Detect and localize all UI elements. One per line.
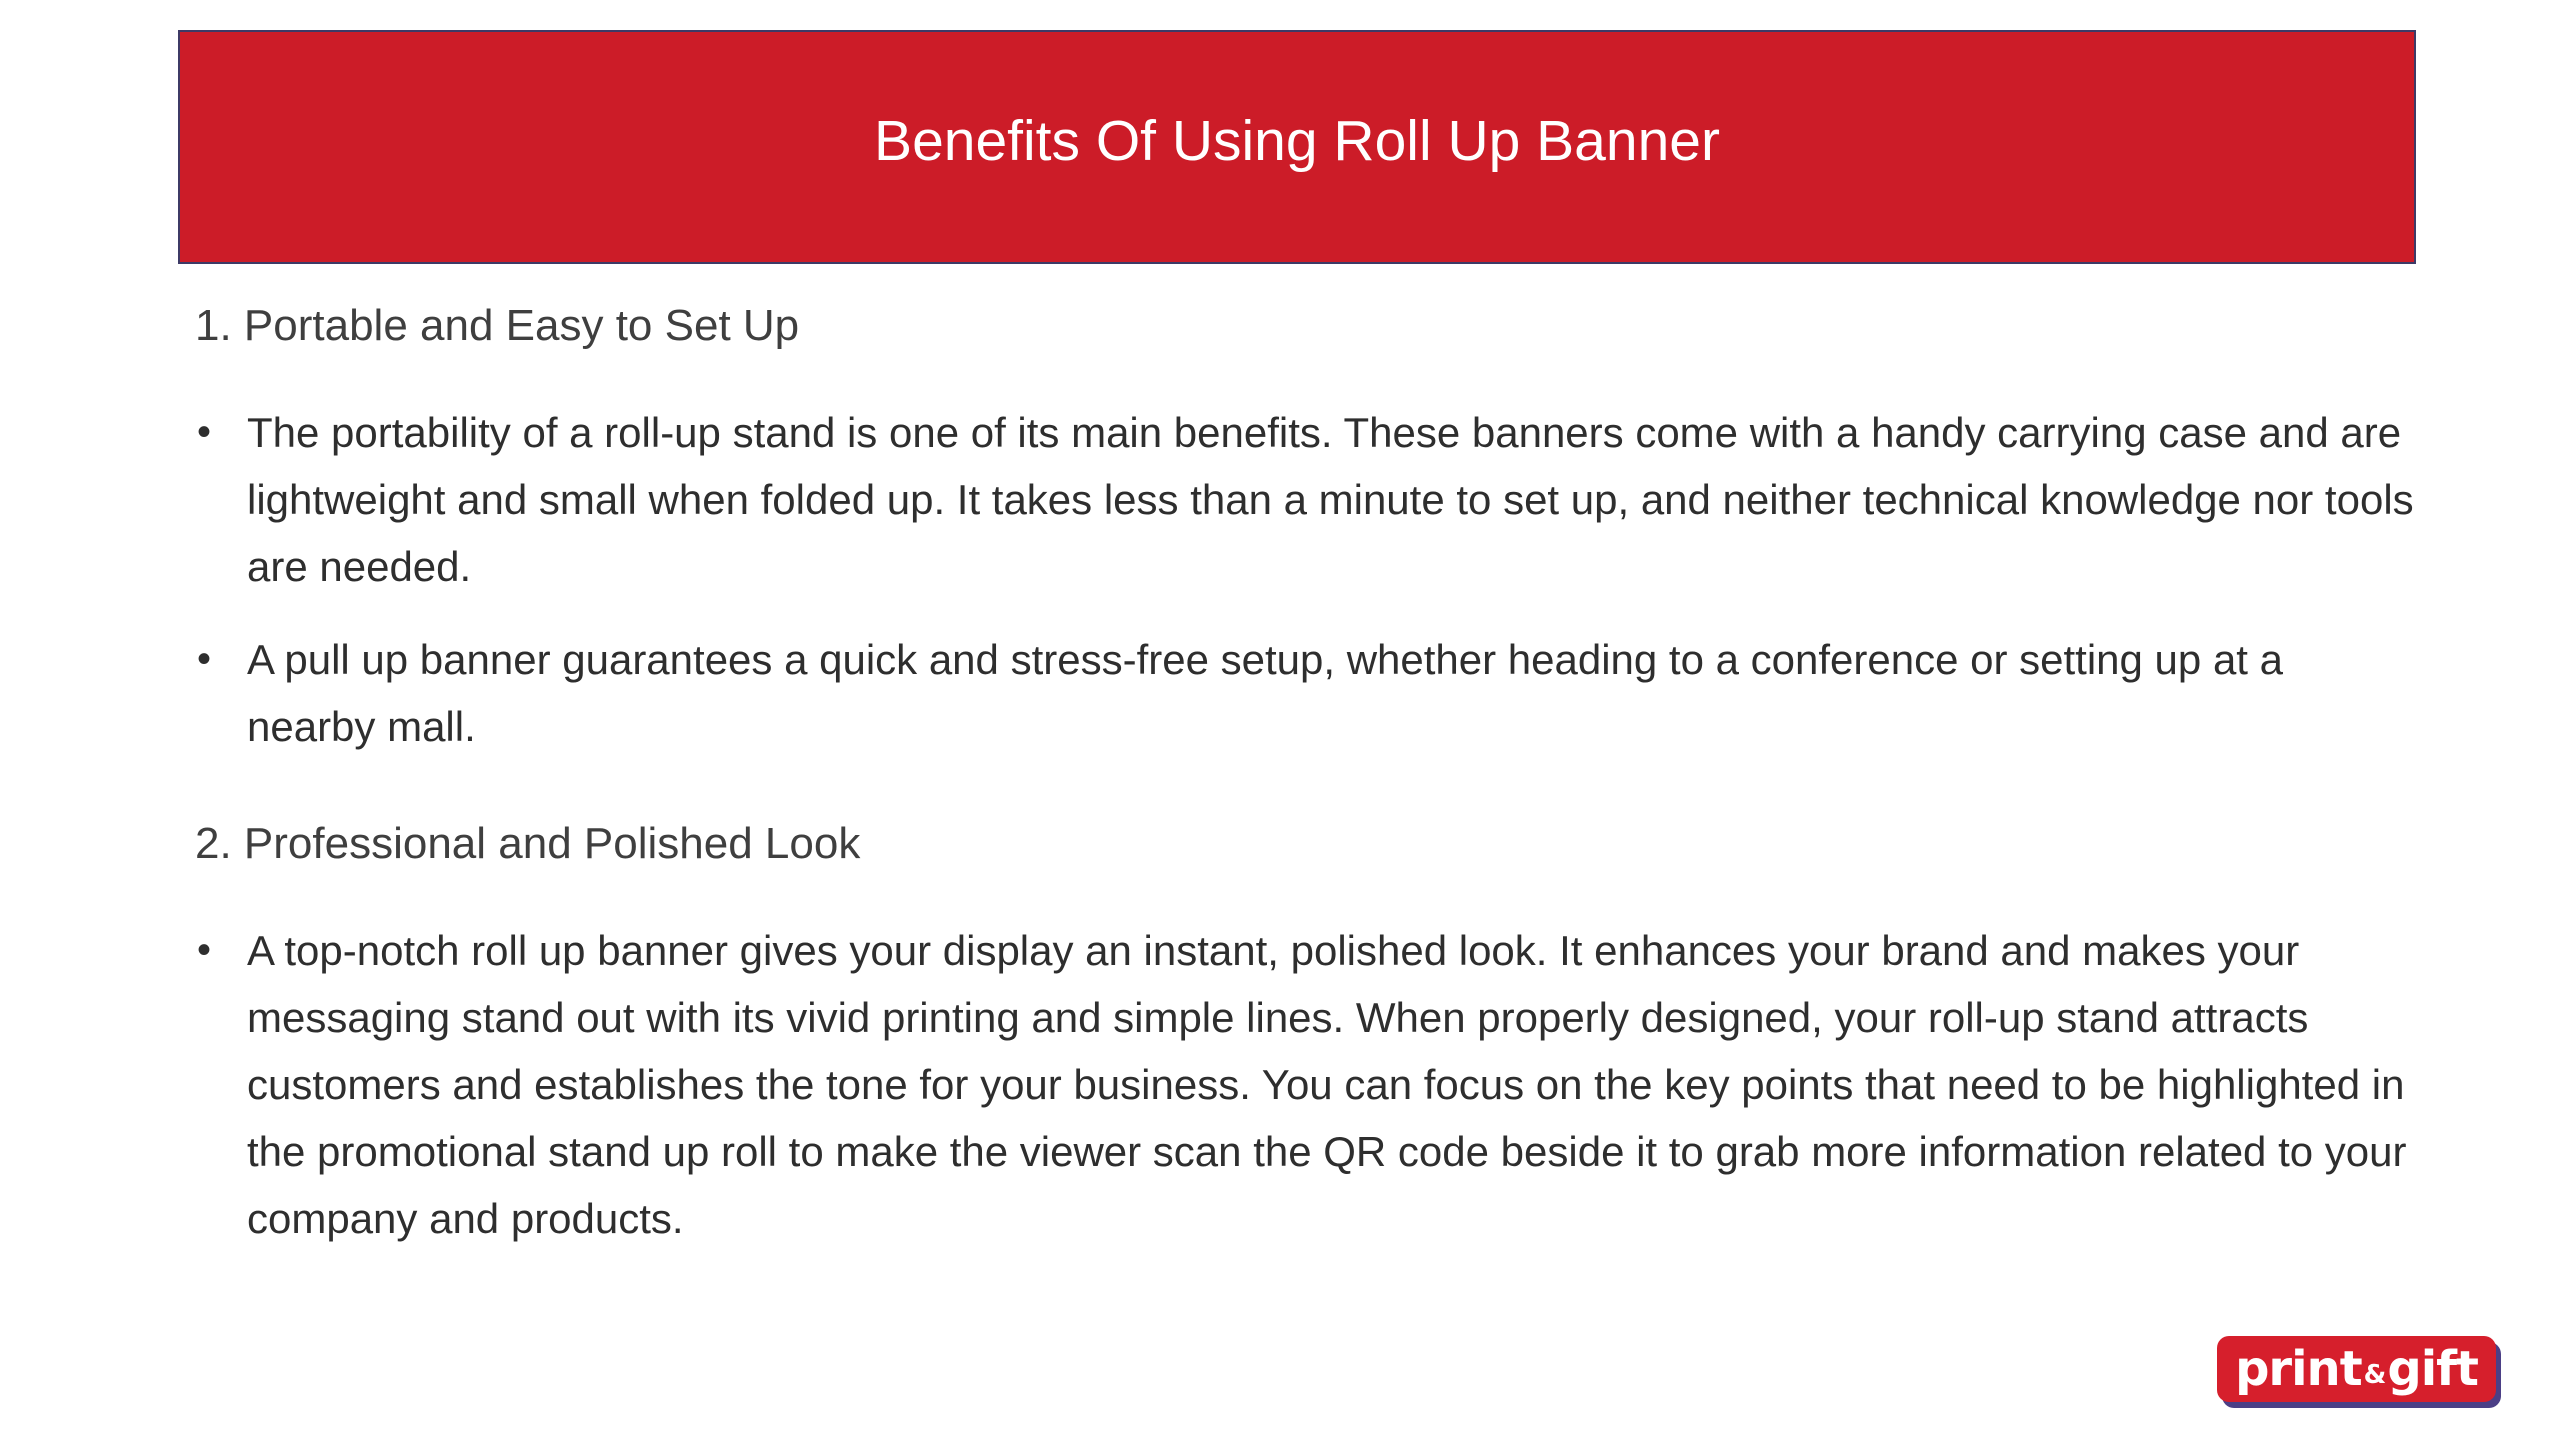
slide-title: Benefits Of Using Roll Up Banner <box>874 109 1720 173</box>
bullet-dot: • <box>197 927 212 972</box>
logo-text-print: print <box>2235 1341 2362 1397</box>
bullet-text: The portability of a roll-up stand is one of its main benefits. These banners come with a handy carrying case and are lightweight and small when folded up. It takes less than a minute to set up, and neither technical knowledge nor tools are needed. <box>247 408 2414 590</box>
title-banner <box>178 30 2416 264</box>
bullet-item <box>195 626 2415 760</box>
print-and-gift-logo <box>2217 1336 2496 1402</box>
bullet-dot: • <box>197 636 212 681</box>
section-heading-professional: 2. Professional and Polished Look <box>195 818 861 868</box>
bullet-dot: • <box>197 409 212 454</box>
bullet-list-portable <box>195 399 2415 760</box>
section-heading-portable: 1. Portable and Easy to Set Up <box>195 301 800 350</box>
bullet-list-professional <box>195 917 2415 1252</box>
slide-content <box>195 290 2415 1278</box>
logo-ampersand: & <box>2363 1360 2386 1390</box>
logo-text-gift: gift <box>2387 1341 2478 1397</box>
bullet-item <box>195 917 2415 1252</box>
bullet-text: A top-notch roll up banner gives your display an instant, polished look. It enhances your brand and makes your messaging stand out with its vivid printing and simple lines. When properly designed, your roll-up stand attracts customers and establishes the tone for your business. You can focus on the key points that need to be highlighted in the promotional stand up roll to make the viewer scan the QR code beside it to grab more information related to your company and products. <box>247 926 2407 1242</box>
bullet-item <box>195 399 2415 600</box>
bullet-text: A pull up banner guarantees a quick and stress-free setup, whether heading to a conference or setting up at a nearby mall. <box>247 635 2283 750</box>
